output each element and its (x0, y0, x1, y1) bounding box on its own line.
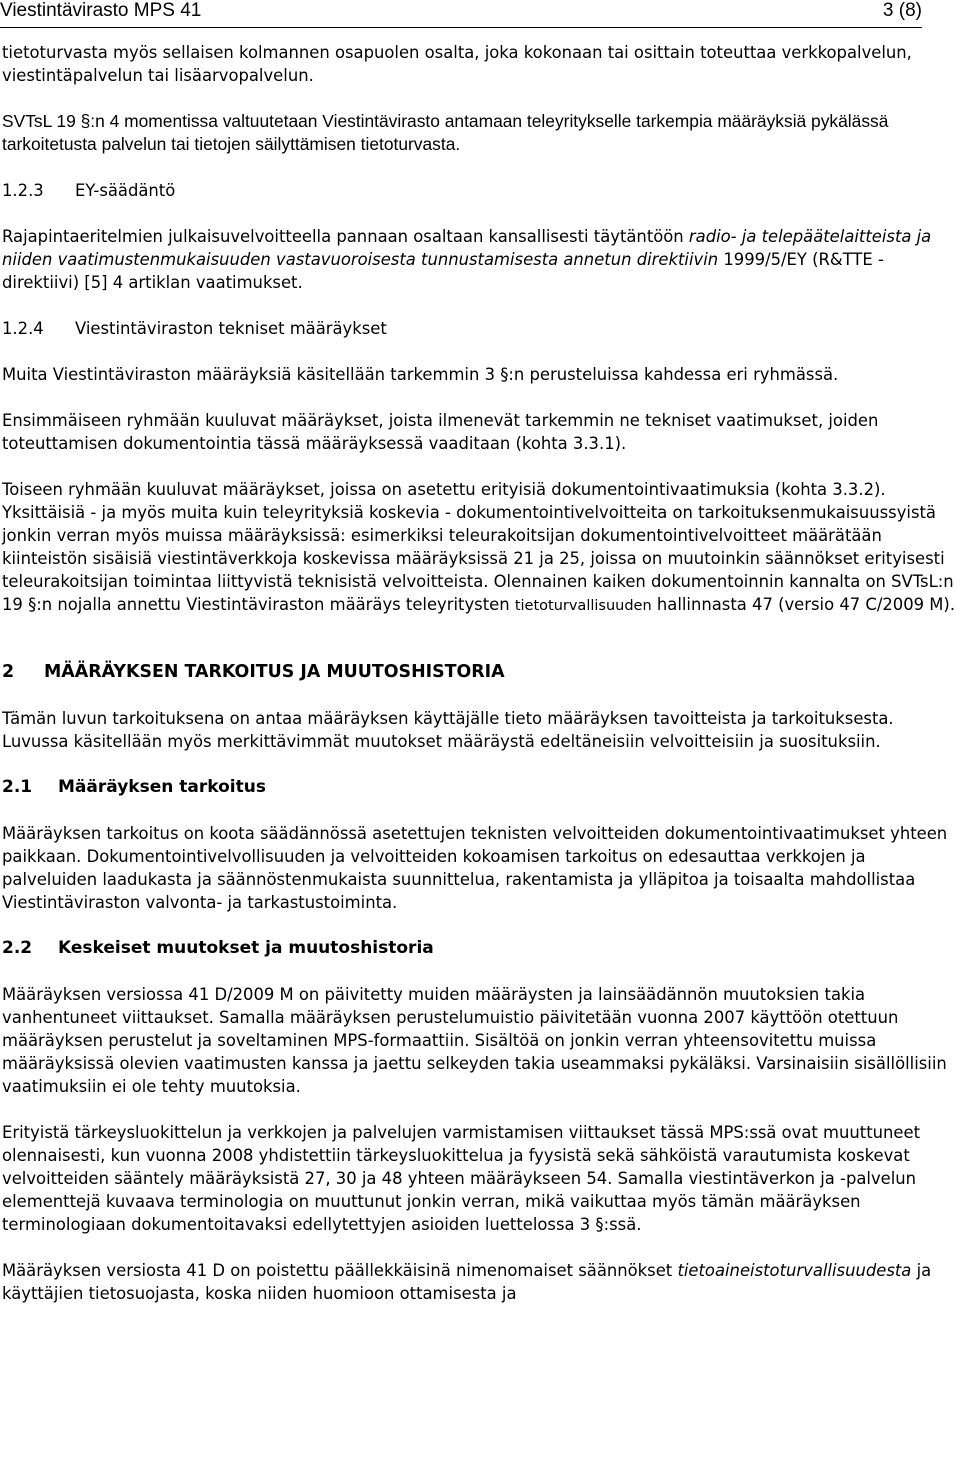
italic-text: radio- ja telepäätelaitteista ja niiden vaatimustenmukaisuuden vastavuoroisesta tunnustamisesta annetun direktiivin (2, 227, 932, 269)
section-number: 1.2.4 (2, 319, 44, 338)
paragraph: Ensimmäiseen ryhmään kuuluvat määräykset, joista ilmenevät tarkemmin ne tekniset vaatimukset, joiden toteuttamisen dokumentointia tässä määräyksessä vaaditaan (kohta 3.3.1). (2, 411, 879, 453)
page-number: 3 (8) (882, 0, 922, 21)
chapter-heading-2 (2, 661, 960, 684)
italic-text: tietoaineistoturvallisuudesta (677, 1261, 912, 1280)
text-run: hallinnasta 47 (versio 47 C/2009 M). (651, 595, 956, 614)
text-run: tietoturvallisuuden (514, 598, 652, 614)
section-title: EY-säädäntö (75, 181, 176, 200)
section-number: 2.1 (2, 777, 33, 797)
section-number: 1.2.3 (2, 181, 44, 200)
section-heading-1-2-4 (2, 317, 960, 340)
paragraph: Tämän luvun tarkoituksena on antaa määräyksen käyttäjälle tieto määräyksen tavoitteista ja tarkoituksesta. Luvussa käsitellään myös merkittävimmät muutokset määräystä edeltäneisiin velvoitteisiin ja suosituksiin. (2, 709, 894, 751)
section-title: Viestintäviraston tekniset määräykset (75, 319, 387, 338)
paragraph: tietoturvasta myös sellaisen kolmannen osapuolen osalta, joka kokonaan tai osittain toteuttaa verkkopalvelun, viestintäpalvelun tai lisäarvopalvelun. (2, 43, 912, 85)
paragraph (2, 1259, 960, 1305)
text-run: ja käyttäjien tietosuojasta, koska niiden huomioon ottamisesta ja (2, 1261, 932, 1303)
section-heading-1-2-3 (2, 179, 960, 202)
text-run: 1999/5/EY (R&TTE -direktiivi) [5] 4 artiklan vaatimukset. (2, 250, 884, 292)
header-rule (0, 27, 922, 28)
text-run: Rajapintaeritelmien julkaisuvelvoitteella pannaan osaltaan kansallisesti täytäntöön (2, 227, 689, 246)
paragraph: Erityistä tärkeysluokittelun ja verkkojen ja palvelujen varmistamisen viittaukset tässä MPS:ssä ovat muuttuneet olennaisesti, kun vuonna 2008 yhdistettiin tärkeysluokittelua ja fyysistä sekä sähköistä varautumista koskevat velvoitteiden sääntely määräyksistä 27, 30 ja 48 yhteen määräykseen 54. Samalla viestintäverkon ja -palvelun elementtejä kuvaava terminologia on muuttunut jonkin verran, mikä vaikuttaa myös tämän määräyksen terminologiaan dokumentoitavaksi edellytettyjen asioiden luettelossa 3 §:ssä. (2, 1123, 921, 1234)
text-run: Määräyksen versiosta 41 D on poistettu päällekkäisinä nimenomaiset säännökset (2, 1261, 678, 1280)
section-heading-2-1 (2, 776, 960, 799)
section-heading-2-2 (2, 937, 960, 960)
document-body (2, 41, 960, 1328)
paragraph (2, 225, 960, 294)
section-title: Määräyksen tarkoitus (58, 777, 266, 797)
text-run: Toiseen ryhmään kuuluvat määräykset, joissa on asetettu erityisiä dokumentointivaatimuksia (kohta 3.3.2). Yksittäisiä - ja myös muita kuin teleyrityksiä koskevia - dokumentointivelvoitteita on tarkoituksenmukaisuussyistä jonkin verran myös muissa määräyksissä: esimerkiksi teleurakoitsijan dokumentointivelvoitteet määrätään kiinteistön sisäisiä viestintäverkkoja koskevissa määräyksissä 21 ja 25, joissa on muutoinkin säännökset erityisesti teleurakoitsijan toimintaa liittyvistä teknisistä velvoitteista. Olennainen kaiken dokumentoinnin kannalta on SVTsL:n 19 §:n nojalla annettu Viestintäviraston määräys teleyritysten (2, 480, 954, 614)
chapter-number: 2 (2, 662, 15, 682)
paragraph (2, 478, 960, 618)
section-title: Keskeiset muutokset ja muutoshistoria (58, 938, 434, 958)
paragraph: SVTsL 19 §:n 4 momentissa valtuutetaan Viestintävirasto antamaan teleyritykselle tarkempia määräyksiä pykälässä tarkoitetusta palvelun tai tietojen säilyttämisen tietoturvasta. (2, 111, 889, 154)
page-header (0, 0, 922, 26)
section-number: 2.2 (2, 938, 33, 958)
paragraph: Määräyksen tarkoitus on koota säädännössä asetettujen teknisten velvoitteiden dokumentointivaatimukset yhteen paikkaan. Dokumentointivelvollisuuden ja velvoitteiden kokoamisen tarkoitus on edesauttaa verkkojen ja palveluiden laadukasta ja säännöstenmukaista suunnittelua, rakentamista ja ylläpitoa ja toisaalta mahdollistaa Viestintäviraston valvonta- ja tarkastustoiminta. (2, 824, 948, 912)
chapter-title: MÄÄRÄYKSEN TARKOITUS JA MUUTOSHISTORIA (44, 662, 505, 682)
paragraph: Muita Viestintäviraston määräyksiä käsitellään tarkemmin 3 §:n perusteluissa kahdessa eri ryhmässä. (2, 365, 839, 384)
document-title: Viestintävirasto MPS 41 (0, 0, 202, 21)
paragraph: Määräyksen versiossa 41 D/2009 M on päivitetty muiden määräysten ja lainsäädännön muutoksien takia vanhentuneet viittaukset. Samalla määräyksen perustelumuistio päivitetään vuonna 2007 käyttöön otettuun määräyksen perustelut ja soveltaminen MPS-formaattiin. Sisältöä on jonkin verran yhteensovitettu muissa määräyksissä olevien vaatimusten kanssa ja jaettu selkeyden takia useammaksi pykäläksi. Varsinaisiin sisällöllisiin vaatimuksiin ei ole tehty muutoksia. (2, 985, 947, 1096)
